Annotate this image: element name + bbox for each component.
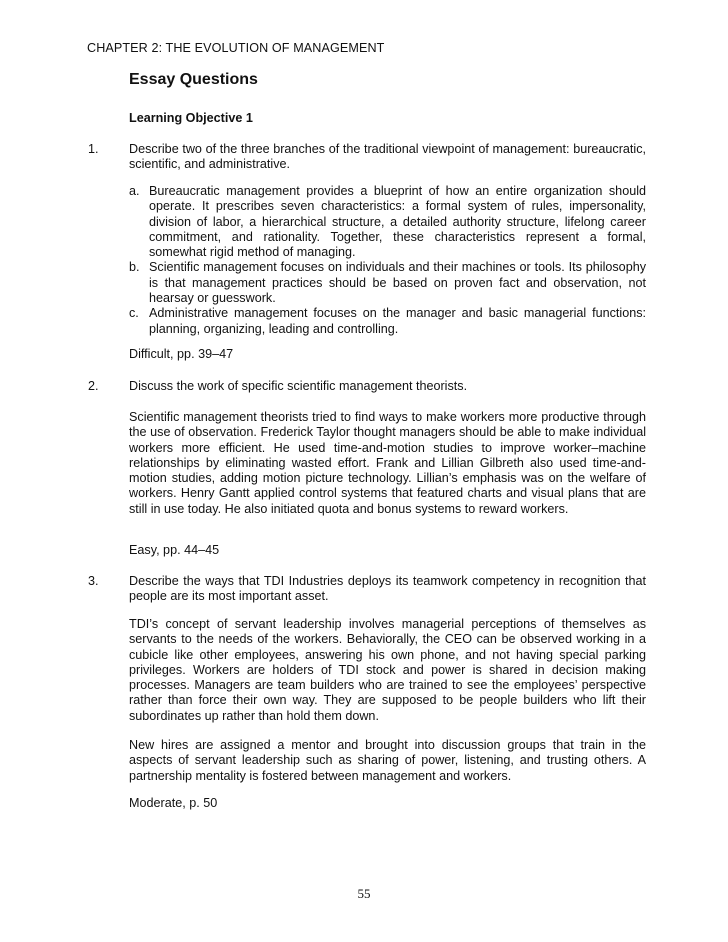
learning-objective-heading: Learning Objective 1 xyxy=(129,111,253,125)
list-item-letter: b. xyxy=(129,260,140,275)
question-1-number: 1. xyxy=(88,142,99,156)
question-3-text: Describe the ways that TDI Industries deploys its teamwork competency in recognition that people are its most important asset. xyxy=(129,574,646,604)
question-1-answer-list xyxy=(129,184,646,337)
question-1-difficulty: Difficult, pp. 39–47 xyxy=(129,347,234,361)
section-title: Essay Questions xyxy=(129,71,258,88)
list-item-text: Bureaucratic management provides a blueprint of how an entire organization should operate. It prescribes seven characteristics: a formal system of rules, impersonality, division of labor, a hierarchical structure, a detailed authority structure, lifelong career commitment, and rationality. Together, these characteristics represent a formal, somewhat rigid method of managing. xyxy=(149,184,646,260)
list-item-letter: a. xyxy=(129,184,140,198)
question-2-text: Discuss the work of specific scientific management theorists. xyxy=(129,379,468,393)
question-3-number: 3. xyxy=(88,574,99,588)
list-item-text: Scientific management focuses on individuals and their machines or tools. Its philosophy is that management practices should be based on proven fact and observation, not hearsay or guesswork. xyxy=(149,260,646,306)
list-item xyxy=(129,306,646,337)
question-2-difficulty: Easy, pp. 44–45 xyxy=(129,543,220,557)
question-3-answer-paragraph-1: TDI’s concept of servant leadership involves managerial perceptions of themselves as servants to the needs of the workers. Behaviorally, the CEO can be observed working in a cubicle like other employees, answering his own phone, and not having special parking privileges. Workers are holders of TDI stock and power is shared in decision making processes. Managers are team builders who are trained to see the employees’ perspective rather than force their own way. They are supposed to be people builders who lift their subordinates up rather than hold them down. xyxy=(129,617,646,723)
list-item-letter: c. xyxy=(129,306,139,321)
list-item xyxy=(129,184,646,260)
list-item xyxy=(129,260,646,306)
chapter-header: CHAPTER 2: THE EVOLUTION OF MANAGEMENT xyxy=(87,41,385,55)
question-1-text: Describe two of the three branches of the traditional viewpoint of management: bureaucratic, scientific, and administrative. xyxy=(129,142,646,172)
question-2-number: 2. xyxy=(88,379,99,393)
question-2-answer: Scientific management theorists tried to find ways to make workers more productive through the use of observation. Frederick Taylor thought managers should be able to make individual workers more efficient. He used time-and-motion studies to improve worker–machine relationships by eliminating wasted effort. Frank and Lillian Gilbreth also used time-and-motion studies, adding motion picture technology. Lillian’s emphasis was on the welfare of workers. Henry Gantt applied control systems that featured charts and visual plans that are still in use today. He also initiated quota and bonus systems to reward workers. xyxy=(129,410,646,516)
question-3-answer-paragraph-2: New hires are assigned a mentor and brought into discussion groups that train in the aspects of servant leadership such as sharing of power, listening, and trusting others. A partnership mentality is fostered between management and workers. xyxy=(129,738,646,783)
page-number: 55 xyxy=(357,886,371,901)
list-item-text: Administrative management focuses on the manager and basic managerial functions: planning, organizing, leading and controlling. xyxy=(149,306,646,336)
question-3-difficulty: Moderate, p. 50 xyxy=(129,796,218,810)
